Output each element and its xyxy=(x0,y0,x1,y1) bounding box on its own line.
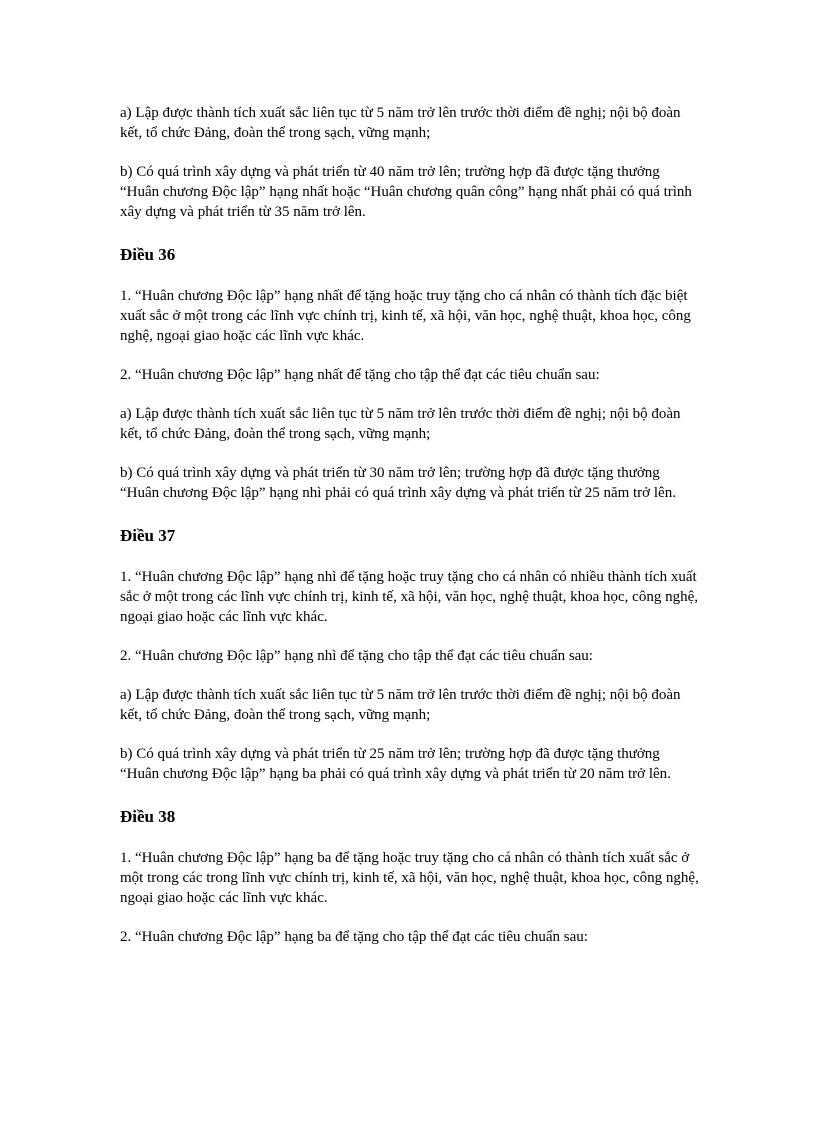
article-heading-37: Điều 37 xyxy=(120,526,176,545)
article-37-clause-1: 1. “Huân chương Độc lập” hạng nhì để tặng hoặc truy tặng cho cá nhân có nhiều thành tích xuất sắc ở một trong các lĩnh vực chính trị, kinh tế, xã hội, văn học, nghệ thuật, khoa học, công nghệ, ngoại giao hoặc các lĩnh vực khác. xyxy=(120,569,698,625)
paragraph-a-criteria: a) Lập được thành tích xuất sắc liên tục từ 5 năm trở lên trước thời điểm đề nghị; nội bộ đoàn kết, tổ chức Đảng, đoàn thể trong sạch, vững mạnh; xyxy=(120,105,681,141)
article-37-clause-2a: a) Lập được thành tích xuất sắc liên tục từ 5 năm trở lên trước thời điểm đề nghị; nội bộ đoàn kết, tổ chức Đảng, đoàn thể trong sạch, vững mạnh; xyxy=(120,687,681,723)
article-heading-38: Điều 38 xyxy=(120,807,176,826)
article-36-clause-2: 2. “Huân chương Độc lập” hạng nhất để tặng cho tập thể đạt các tiêu chuẩn sau: xyxy=(120,367,600,383)
article-38-clause-2: 2. “Huân chương Độc lập” hạng ba để tặng cho tập thể đạt các tiêu chuẩn sau: xyxy=(120,929,588,945)
article-36-clause-2a: a) Lập được thành tích xuất sắc liên tục từ 5 năm trở lên trước thời điểm đề nghị; nội bộ đoàn kết, tổ chức Đảng, đoàn thể trong sạch, vững mạnh; xyxy=(120,406,681,442)
article-37-clause-2: 2. “Huân chương Độc lập” hạng nhì để tặng cho tập thể đạt các tiêu chuẩn sau: xyxy=(120,648,593,664)
document-page xyxy=(120,103,700,966)
article-37-clause-2b: b) Có quá trình xây dựng và phát triển từ 25 năm trở lên; trường hợp đã được tặng thưởng “Huân chương Độc lập” hạng ba phải có quá trình xây dựng và phát triển từ 20 năm trở lên. xyxy=(120,746,671,782)
article-36-clause-1: 1. “Huân chương Độc lập” hạng nhất để tặng hoặc truy tặng cho cá nhân có thành tích đặc biệt xuất sắc ở một trong các lĩnh vực chính trị, kinh tế, xã hội, văn học, nghệ thuật, khoa học, công nghệ, ngoại giao hoặc các lĩnh vực khác. xyxy=(120,288,691,344)
article-38-clause-1: 1. “Huân chương Độc lập” hạng ba để tặng hoặc truy tặng cho cá nhân có thành tích xuất sắc ở một trong các trong lĩnh vực chính trị, kinh tế, xã hội, văn học, nghệ thuật, khoa học, công nghệ, ngoại giao hoặc các lĩnh vực khác. xyxy=(120,850,699,906)
paragraph-b-criteria: b) Có quá trình xây dựng và phát triển từ 40 năm trở lên; trường hợp đã được tặng thưởng “Huân chương Độc lập” hạng nhất hoặc “Huân chương quân công” hạng nhất phải có quá trình xây dựng và phát triển từ 35 năm trở lên. xyxy=(120,164,692,220)
article-36-clause-2b: b) Có quá trình xây dựng và phát triển từ 30 năm trở lên; trường hợp đã được tặng thưởng “Huân chương Độc lập” hạng nhì phải có quá trình xây dựng và phát triển từ 25 năm trở lên. xyxy=(120,465,676,501)
article-heading-36: Điều 36 xyxy=(120,245,176,264)
